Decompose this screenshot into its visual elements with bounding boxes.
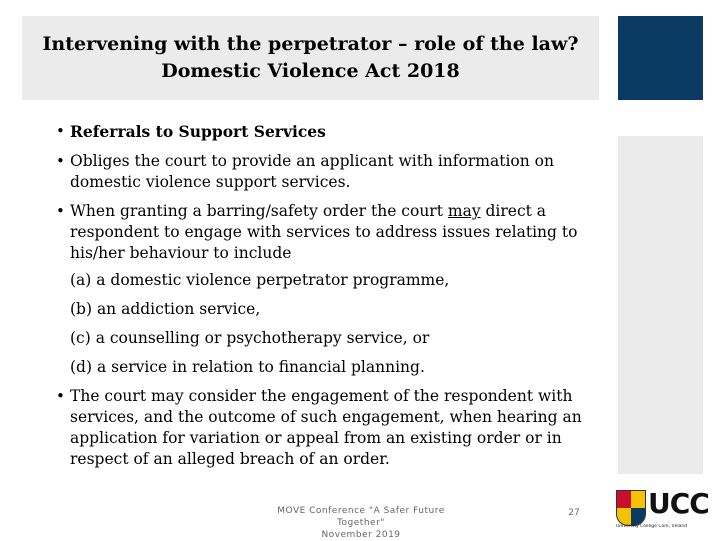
crest-icon	[616, 490, 646, 526]
side-panel	[618, 136, 703, 474]
accent-block	[618, 16, 703, 100]
footer-line1: MOVE Conference "A Safer Future Together"	[277, 506, 445, 528]
bullet-emphasis: may	[447, 202, 481, 220]
bullet-item	[56, 386, 596, 470]
footer-line2: November 2019	[321, 530, 401, 540]
bullet-dot: •	[56, 387, 65, 405]
logo-wordmark: UCC	[648, 487, 709, 520]
slide-footer	[256, 505, 466, 541]
page-number: 27	[568, 508, 580, 518]
ucc-logo	[614, 487, 709, 532]
sub-item: (c) a counselling or psychotherapy service, or	[70, 329, 430, 347]
bullet-text: Obliges the court to provide an applicant with information on domestic violence support services.	[70, 152, 554, 191]
sub-item: (a) a domestic violence perpetrator programme,	[70, 271, 450, 289]
slide-content	[56, 121, 596, 478]
bullet-dot: •	[56, 202, 65, 220]
bullet-dot: •	[56, 152, 65, 170]
slide-title	[22, 16, 599, 100]
sub-item: (d) a service in relation to financial planning.	[70, 358, 425, 376]
bullet-heading: Referrals to Support Services	[70, 122, 326, 141]
bullet-text: The court may consider the engagement of the respondent with services, and the outcome of such engagement, when hearing an application for variation or appeal from an existing order or in respect of an alleged breach of an order.	[70, 387, 582, 468]
slide-title-line2: Domestic Violence Act 2018	[161, 60, 460, 82]
logo-tagline: University College Cork, Ireland	[616, 524, 688, 529]
slide-title-line1: Intervening with the perpetrator – role of the law?	[42, 33, 579, 55]
bullet-text-before: When granting a barring/safety order the court	[70, 202, 448, 220]
sub-item: (b) an addiction service,	[70, 300, 261, 318]
bullet-text-after: direct a respondent to engage with services to address issues relating to his/her behaviour to include	[70, 202, 578, 262]
bullet-item	[56, 151, 596, 193]
bullet-item	[56, 201, 596, 264]
bullet-dot: •	[56, 122, 65, 140]
bullet-item	[56, 121, 596, 143]
